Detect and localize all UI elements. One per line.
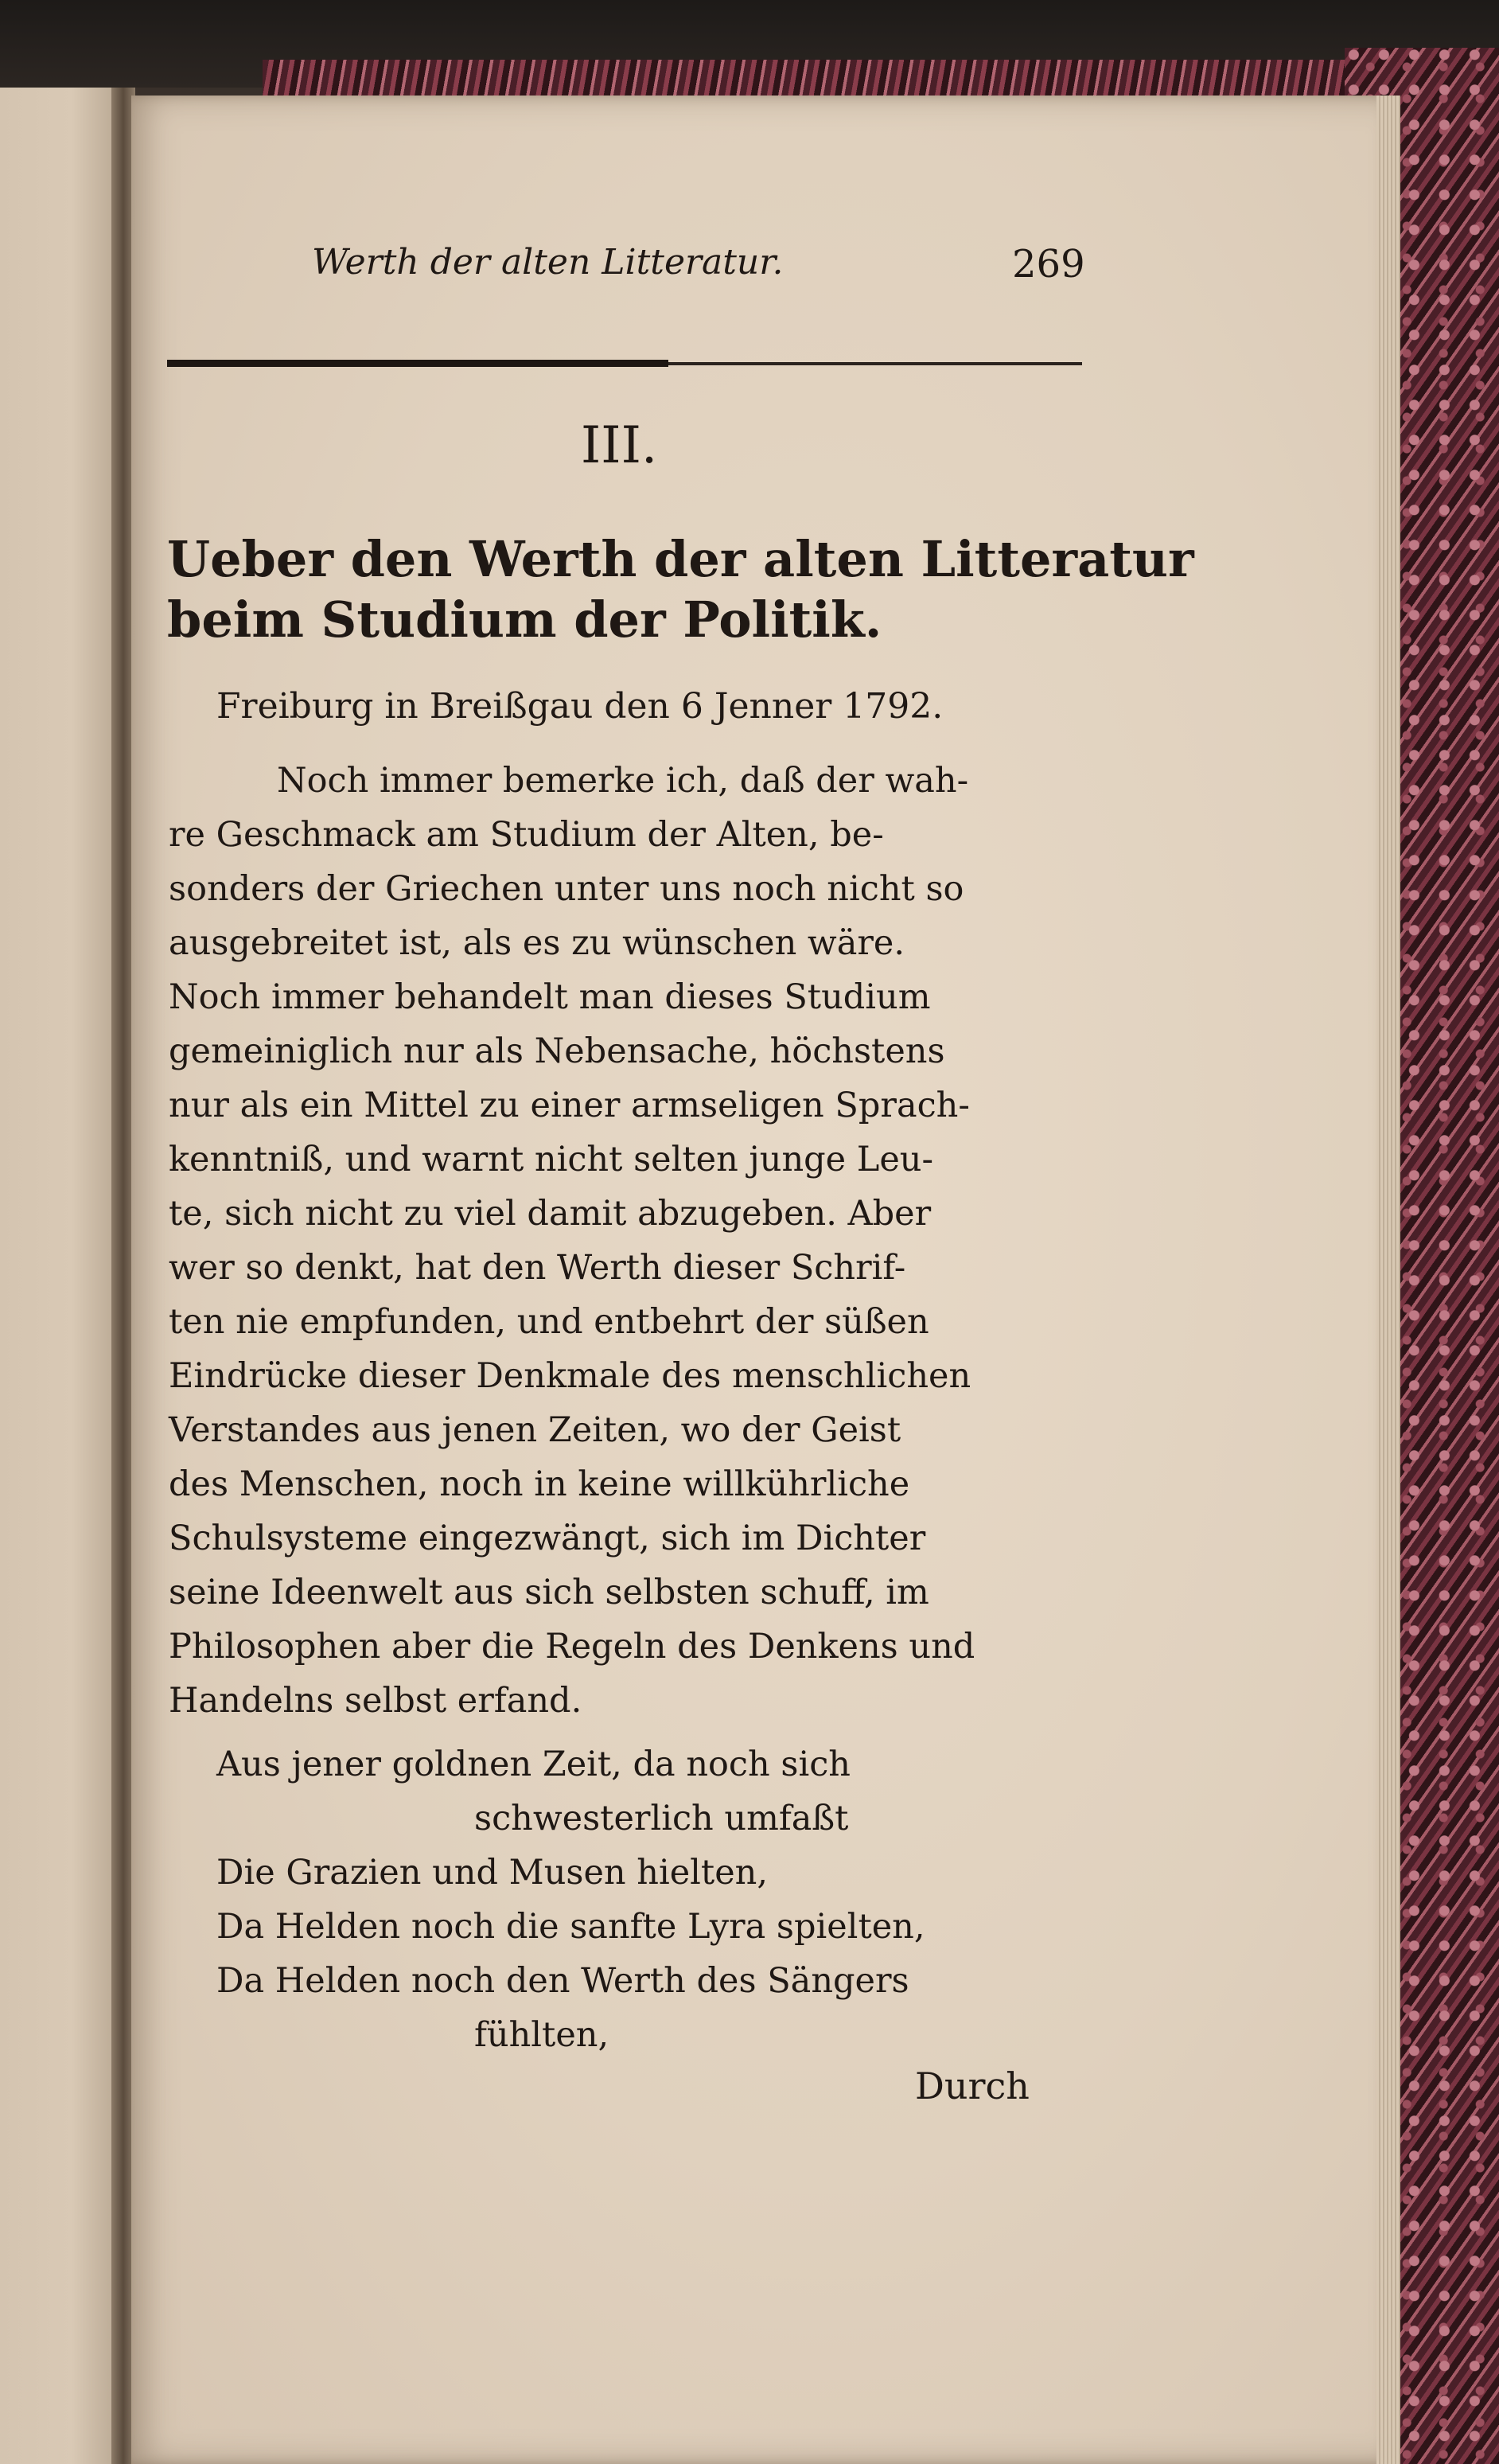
header-rule-thin <box>668 362 1082 365</box>
body-line: Noch immer behandelt man dieses Studium <box>169 977 931 1017</box>
body-line: ausgebreitet ist, als es zu wünschen wäre. <box>169 923 905 963</box>
body-line: kenntniß, und warnt nicht selten junge Leu- <box>169 1140 934 1179</box>
poem-line: Aus jener goldnen Zeit, da noch sich <box>216 1745 851 1784</box>
running-title: Werth der alten Litteratur. <box>312 242 784 283</box>
article-title-line: beim Studium der Politik. <box>167 591 882 649</box>
body-line: ten nie empfunden, und entbehrt der süßen <box>169 1302 929 1342</box>
page-edge <box>1376 96 1400 2464</box>
body-line: sonders der Griechen unter uns noch nicht so <box>169 869 964 909</box>
poem-line: Da Helden noch den Werth des Sängers <box>216 1961 909 2001</box>
article-title-line: Ueber den Werth der alten Litteratur <box>167 530 1194 588</box>
body-line: Philosophen aber die Regeln des Denkens und <box>169 1627 975 1667</box>
body-line: Verstandes aus jenen Zeiten, wo der Geist <box>169 1410 901 1450</box>
body-line: re Geschmack am Studium der Alten, be- <box>169 815 884 855</box>
body-line: nur als ein Mittel zu einer armseligen Sprach- <box>169 1086 970 1125</box>
body-line: Handelns selbst erfand. <box>169 1681 582 1721</box>
poem-line: Da Helden noch die sanfte Lyra spielten, <box>216 1907 925 1947</box>
header-rule <box>167 360 668 367</box>
dateline: Freiburg in Breißgau den 6 Jenner 1792. <box>216 686 944 727</box>
poem-line: Die Grazien und Musen hielten, <box>216 1853 769 1893</box>
section-number: III. <box>581 416 658 475</box>
body-line: seine Ideenwelt aus sich selbsten schuff, im <box>169 1573 929 1612</box>
body-line: gemeiniglich nur als Nebensache, höchstens <box>169 1031 945 1071</box>
body-line: des Menschen, noch in keine willkührliche <box>169 1464 910 1504</box>
body-line: Noch immer bemerke ich, daß der wah- <box>277 761 969 801</box>
body-line: Eindrücke dieser Denkmale des menschlichen <box>169 1356 971 1396</box>
body-line: te, sich nicht zu viel damit abzugeben. Aber <box>169 1194 932 1234</box>
body-line: wer so denkt, hat den Werth dieser Schrif- <box>169 1248 906 1288</box>
catchword: Durch <box>915 2064 1030 2107</box>
poem-line: fühlten, <box>474 2015 609 2055</box>
body-line: Schulsysteme eingezwängt, sich im Dichter <box>169 1519 926 1558</box>
facing-page <box>0 88 119 2464</box>
poem-line: schwesterlich umfaßt <box>474 1799 849 1838</box>
page-number: 269 <box>1012 242 1085 287</box>
